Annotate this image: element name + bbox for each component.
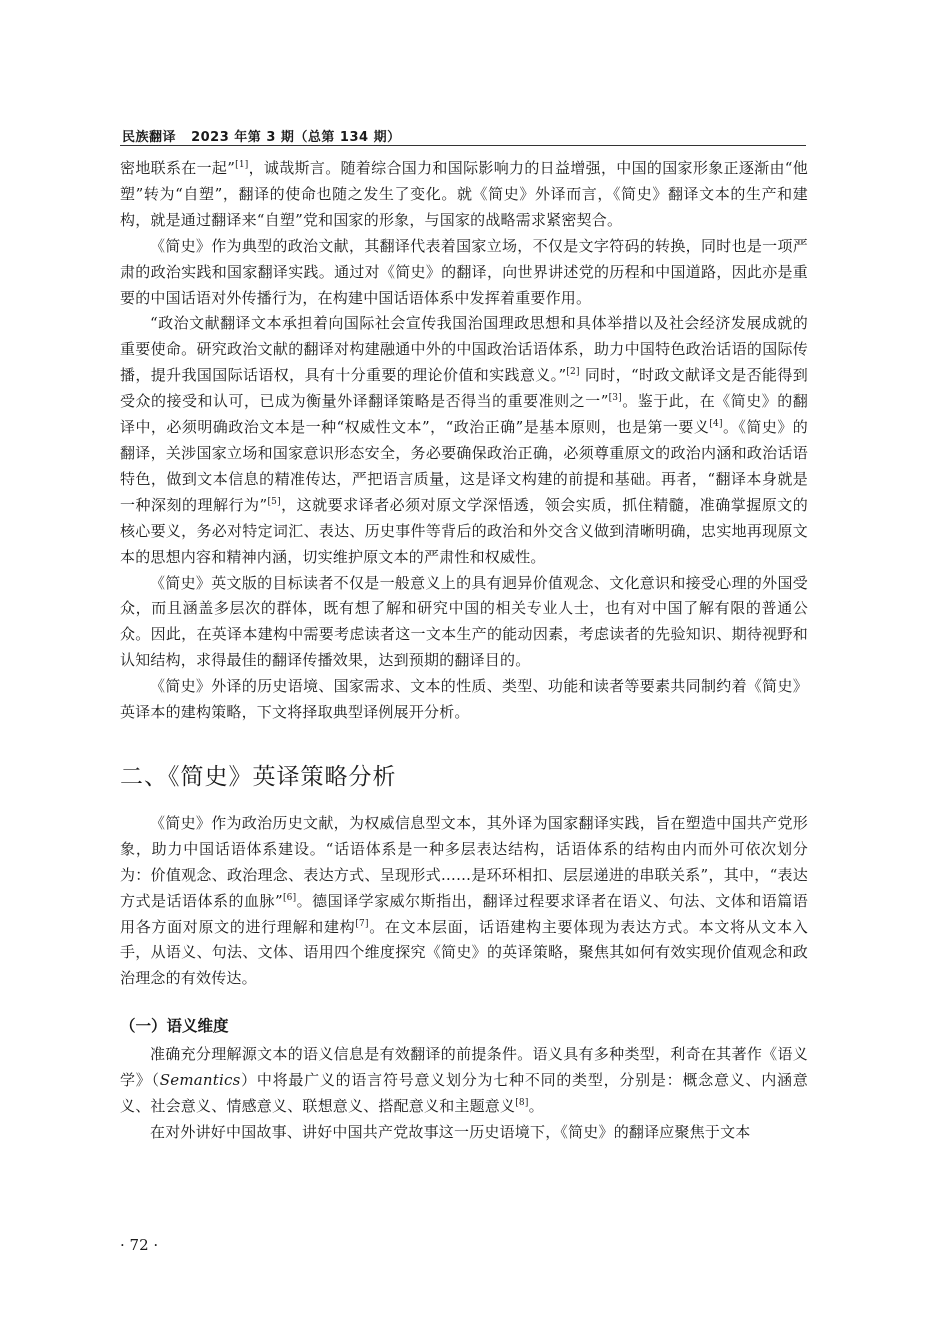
paragraph: 在对外讲好中国故事、讲好中国共产党故事这一历史语境下，《简史》的翻译应聚焦于文本 xyxy=(150,1123,751,1141)
section-heading: 二、《简史》英译策略分析 xyxy=(120,763,397,790)
issue-info: 2023 年第 3 期（总第 134 期） xyxy=(191,130,401,145)
paragraph: “政治文献翻译文本承担着向国际社会宣传我国治国理政思想和具体举措以及社会经济发展成就的重要使命。研究政治文献的翻译对构建融通中外的中国政治话语体系，助力中国特色政治话语的国际传播，提升我国国际话语权，具有十分重要的理论价值和实践意义。”[2] 同时，“时政文献译文是否能得到受众的接受和认可，已成为衡量外译翻译策略是否得当的重要准则之一”[3]。鉴于此，在《简史》的翻译中，必须明确政治文本是一种“权威性文本”，“政治正确”是基本原则，也是第一要义[4]。《简史》的翻译，关涉国家立场和国家意识形态安全，务必要确保政治正确，必须尊重原文的政治内涵和政治话语特色，做到文本信息的精准传达，严把语言质量，这是译文构建的前提和基础。再者，“翻译本身就是一种深刻的理解行为”[5]，这就要求译者必须对原文学深悟透，领会实质，抓住精髓，准确掌握原文的核心要义，务必对特定词汇、表达、历史事件等背后的政治和外交含义做到清晰明确，忠实地再现原文本的思想内容和精神内涵，切实维护原文本的严肃性和权威性。 xyxy=(120,314,809,566)
citation: [7] xyxy=(355,918,369,929)
paragraph: 准确充分理解源文本的语义信息是有效翻译的前提条件。语义具有多种类型，利奇在其著作《语义学》（Semantics）中将最广义的语言符号意义划分为七种不同的类型，分别是：概念意义、内涵意义、社会意义、情感意义、联想意义、搭配意义和主题意义[8]。 xyxy=(120,1045,808,1116)
paragraph: 《简史》英文版的目标读者不仅是一般意义上的具有迥异价值观念、文化意识和接受心理的外国受众，而且涵盖多层次的群体，既有想了解和研究中国的相关专业人士，也有对中国了解有限的普通公众。因此，在英译本建构中需要考虑读者这一文本生产的能动因素，考虑读者的先验知识、期待视野和认知结构，求得最佳的翻译传播效果，达到预期的翻译目的。 xyxy=(120,573,808,670)
running-header xyxy=(122,126,806,145)
paragraph: 密地联系在一起”[1]，诚哉斯言。随着综合国力和国际影响力的日益增强，中国的国家形象正逐渐由“他塑”转为“自塑”，翻译的使命也随之发生了变化。就《简史》外译而言，《简史》翻译文本的生产和建构，就是通过翻译来“自塑”党和国家的形象，与国家的战略需求紧密契合。 xyxy=(120,159,808,229)
citation: [3] xyxy=(608,393,622,404)
journal-name: 民族翻译 xyxy=(122,130,177,145)
paragraph: 《简史》作为政治历史文献，为权威信息型文本，其外译为国家翻译实践，旨在塑造中国共产党形象，助力中国话语体系建设。“话语体系是一种多层表达结构，话语体系的结构由内而外可依次划分为：价值观念、政治理念、表达方式、呈现形式……是环环相扣、层层递进的串联关系”，其中，“表达方式是话语体系的血脉”[6]。德国译学家威尔斯指出，翻译过程要求译者在语义、句法、文体和语篇语用各方面对原文的进行理解和建构[7]。在文本层面，话语建构主要体现为表达方式。本文将从文本入手，从语义、句法、文体、语用四个维度探究《简史》的英译策略，聚焦其如何有效实现价值观念和政治理念的有效传达。 xyxy=(120,813,808,988)
citation: [2] xyxy=(566,367,580,378)
header-rule xyxy=(120,145,806,146)
page-number: · 72 · xyxy=(120,1236,159,1254)
italic-term: Semantics xyxy=(159,1071,241,1090)
citation: [8] xyxy=(515,1098,529,1109)
citation: [6] xyxy=(282,892,297,903)
paragraph: 《简史》作为典型的政治文献，其翻译代表着国家立场，不仅是文字符码的转换，同时也是一项严肃的政治实践和国家翻译实践。通过对《简史》的翻译，向世界讲述党的历程和中国道路，因此亦是重要的中国话语对外传播行为，在构建中国话语体系中发挥着重要作用。 xyxy=(120,236,808,307)
citation: [4] xyxy=(709,419,723,430)
subsection-heading: （一）语义维度 xyxy=(120,1017,229,1036)
paragraph: 《简史》外译的历史语境、国家需求、文本的性质、类型、功能和读者等要素共同制约着《简史》英译本的建构策略，下文将择取典型译例展开分析。 xyxy=(120,677,808,722)
citation: [5] xyxy=(267,496,281,507)
article-body xyxy=(120,156,808,1146)
citation: [1] xyxy=(235,160,249,170)
